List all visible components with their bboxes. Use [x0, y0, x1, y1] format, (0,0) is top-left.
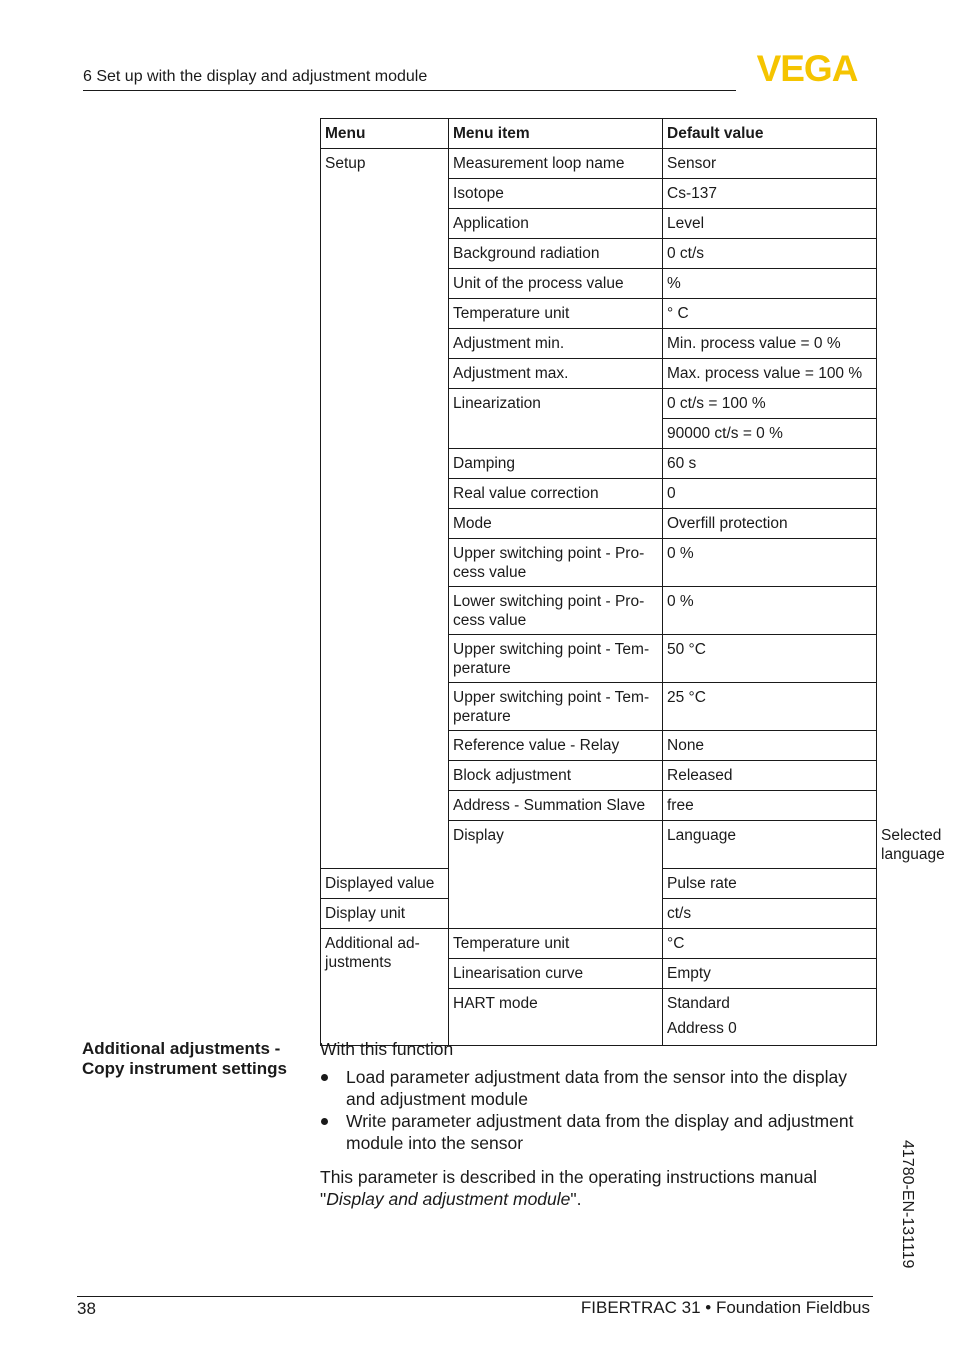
reference-text: This parameter is described in the operating instructions manual " — [320, 1167, 818, 1209]
default-value-cell: % — [663, 269, 877, 299]
menu-item-cell: Block adjustment — [449, 761, 663, 791]
default-value-cell: free — [663, 791, 877, 821]
table-row — [321, 149, 877, 179]
document-code-text: 41780-EN-131119 — [899, 1140, 916, 1269]
menu-item-cell — [449, 539, 663, 587]
section-side-heading — [82, 1039, 312, 1079]
table-row: Display Language Selected language — [321, 821, 877, 869]
menu-item-cell — [449, 683, 663, 731]
default-value-cell: 0 ct/s — [663, 239, 877, 269]
menu-cell-additional-adjustments — [321, 929, 449, 1046]
menu-item-cell: Mode — [449, 509, 663, 539]
default-value-cell: Overfill protection — [663, 509, 877, 539]
list-item — [320, 1110, 880, 1154]
default-value-cell: 60 s — [663, 449, 877, 479]
menu-item-cell: Temperature unit — [449, 929, 663, 959]
header-divider — [83, 90, 736, 91]
section-body — [320, 1038, 880, 1210]
default-value-cell: 0 — [663, 479, 877, 509]
list-item-text: Write parameter adjustment data from the display and adjustment module into the sensor — [346, 1111, 854, 1153]
default-value-cell: 90000 ct/s = 0 % — [663, 419, 877, 449]
bullet-dot-icon — [321, 1074, 328, 1081]
default-value-cell: 25 °C — [663, 683, 877, 731]
reference-text-end: ". — [570, 1189, 582, 1209]
reference-paragraph — [320, 1166, 880, 1210]
default-values-table — [320, 118, 945, 1046]
menu-item-line: cess value — [453, 612, 527, 629]
menu-item-line: Upper switching point - Pro- — [453, 545, 645, 562]
menu-item-cell: Real value correction — [449, 479, 663, 509]
menu-item-cell: Application — [449, 209, 663, 239]
logo-text: VEGA — [756, 52, 858, 84]
menu-item-cell: Damping — [449, 449, 663, 479]
default-value-cell: Min. process value = 0 % — [663, 329, 877, 359]
menu-item-line: Upper switching point - Tem- — [453, 641, 650, 658]
menu-item-cell: Unit of the process value — [449, 269, 663, 299]
column-header-default-value: Default value — [663, 119, 877, 149]
default-value-cell: ct/s — [663, 899, 877, 929]
menu-item-line: Upper switching point - Tem- — [453, 689, 650, 706]
menu-item-line: Lower switching point - Pro- — [453, 593, 645, 610]
document-code — [898, 1140, 920, 1290]
table-header-row — [321, 119, 877, 149]
menu-item-cell — [449, 635, 663, 683]
column-header-menu-item: Menu item — [449, 119, 663, 149]
menu-item-cell: Display unit — [321, 899, 449, 929]
default-value-cell: ° C — [663, 299, 877, 329]
default-value-cell: Max. process value = 100 % — [663, 359, 877, 389]
manual-title: Display and adjustment module — [326, 1189, 571, 1209]
menu-item-cell: Linearization — [449, 389, 663, 449]
default-value-cell — [663, 989, 877, 1046]
default-value-cell: Level — [663, 209, 877, 239]
section-header-title: 6 Set up with the display and adjustment module — [83, 68, 428, 85]
default-value-cell: 0 % — [663, 587, 877, 635]
default-value-cell: None — [663, 731, 877, 761]
default-value-cell: Empty — [663, 959, 877, 989]
vega-logo — [741, 52, 873, 84]
default-value-line: Address 0 — [667, 1020, 737, 1037]
side-heading-line: Additional adjustments - — [82, 1039, 281, 1058]
list-item-text: Load parameter adjustment data from the sensor into the display and adjustment module — [346, 1067, 847, 1109]
menu-item-cell: Adjustment min. — [449, 329, 663, 359]
table-row — [321, 929, 877, 959]
menu-line: Additional ad- — [325, 935, 420, 952]
menu-item-cell: Linearisation curve — [449, 959, 663, 989]
menu-cell-display: Display — [449, 821, 663, 929]
menu-item-cell: Displayed value — [321, 869, 449, 899]
list-item — [320, 1066, 880, 1110]
default-value-cell: Sensor — [663, 149, 877, 179]
page-number: 38 — [77, 1299, 96, 1318]
default-value-cell: 50 °C — [663, 635, 877, 683]
default-value-line: Standard — [667, 995, 730, 1012]
default-value-cell: °C — [663, 929, 877, 959]
side-heading-line: Copy instrument settings — [82, 1059, 287, 1078]
menu-item-cell: Address - Summation Slave — [449, 791, 663, 821]
menu-item-cell: Temperature unit — [449, 299, 663, 329]
menu-item-cell — [449, 587, 663, 635]
default-value-cell: Cs-137 — [663, 179, 877, 209]
menu-cell-setup: Setup — [321, 149, 449, 869]
menu-item-line: cess value — [453, 564, 527, 581]
default-value-cell: 0 % — [663, 539, 877, 587]
menu-item-cell: Isotope — [449, 179, 663, 209]
menu-item-cell: Adjustment max. — [449, 359, 663, 389]
bullet-list — [320, 1066, 880, 1154]
menu-item-cell: HART mode — [449, 989, 663, 1046]
menu-item-line: perature — [453, 708, 511, 725]
intro-paragraph: With this function — [320, 1039, 454, 1059]
column-header-menu: Menu — [321, 119, 449, 149]
menu-item-cell: Language — [663, 821, 877, 869]
default-value-cell: 0 ct/s = 100 % — [663, 389, 877, 419]
default-value-cell: Released — [663, 761, 877, 791]
default-value-cell: Pulse rate — [663, 869, 877, 899]
footer-title: FIBERTRAC 31 • Foundation Fieldbus — [580, 1298, 870, 1317]
menu-item-cell: Measurement loop name — [449, 149, 663, 179]
footer-divider — [77, 1296, 873, 1297]
menu-item-line: perature — [453, 660, 511, 677]
menu-item-cell: Reference value - Relay — [449, 731, 663, 761]
menu-line: justments — [325, 954, 392, 971]
bullet-dot-icon — [321, 1118, 328, 1125]
menu-item-cell: Background radiation — [449, 239, 663, 269]
